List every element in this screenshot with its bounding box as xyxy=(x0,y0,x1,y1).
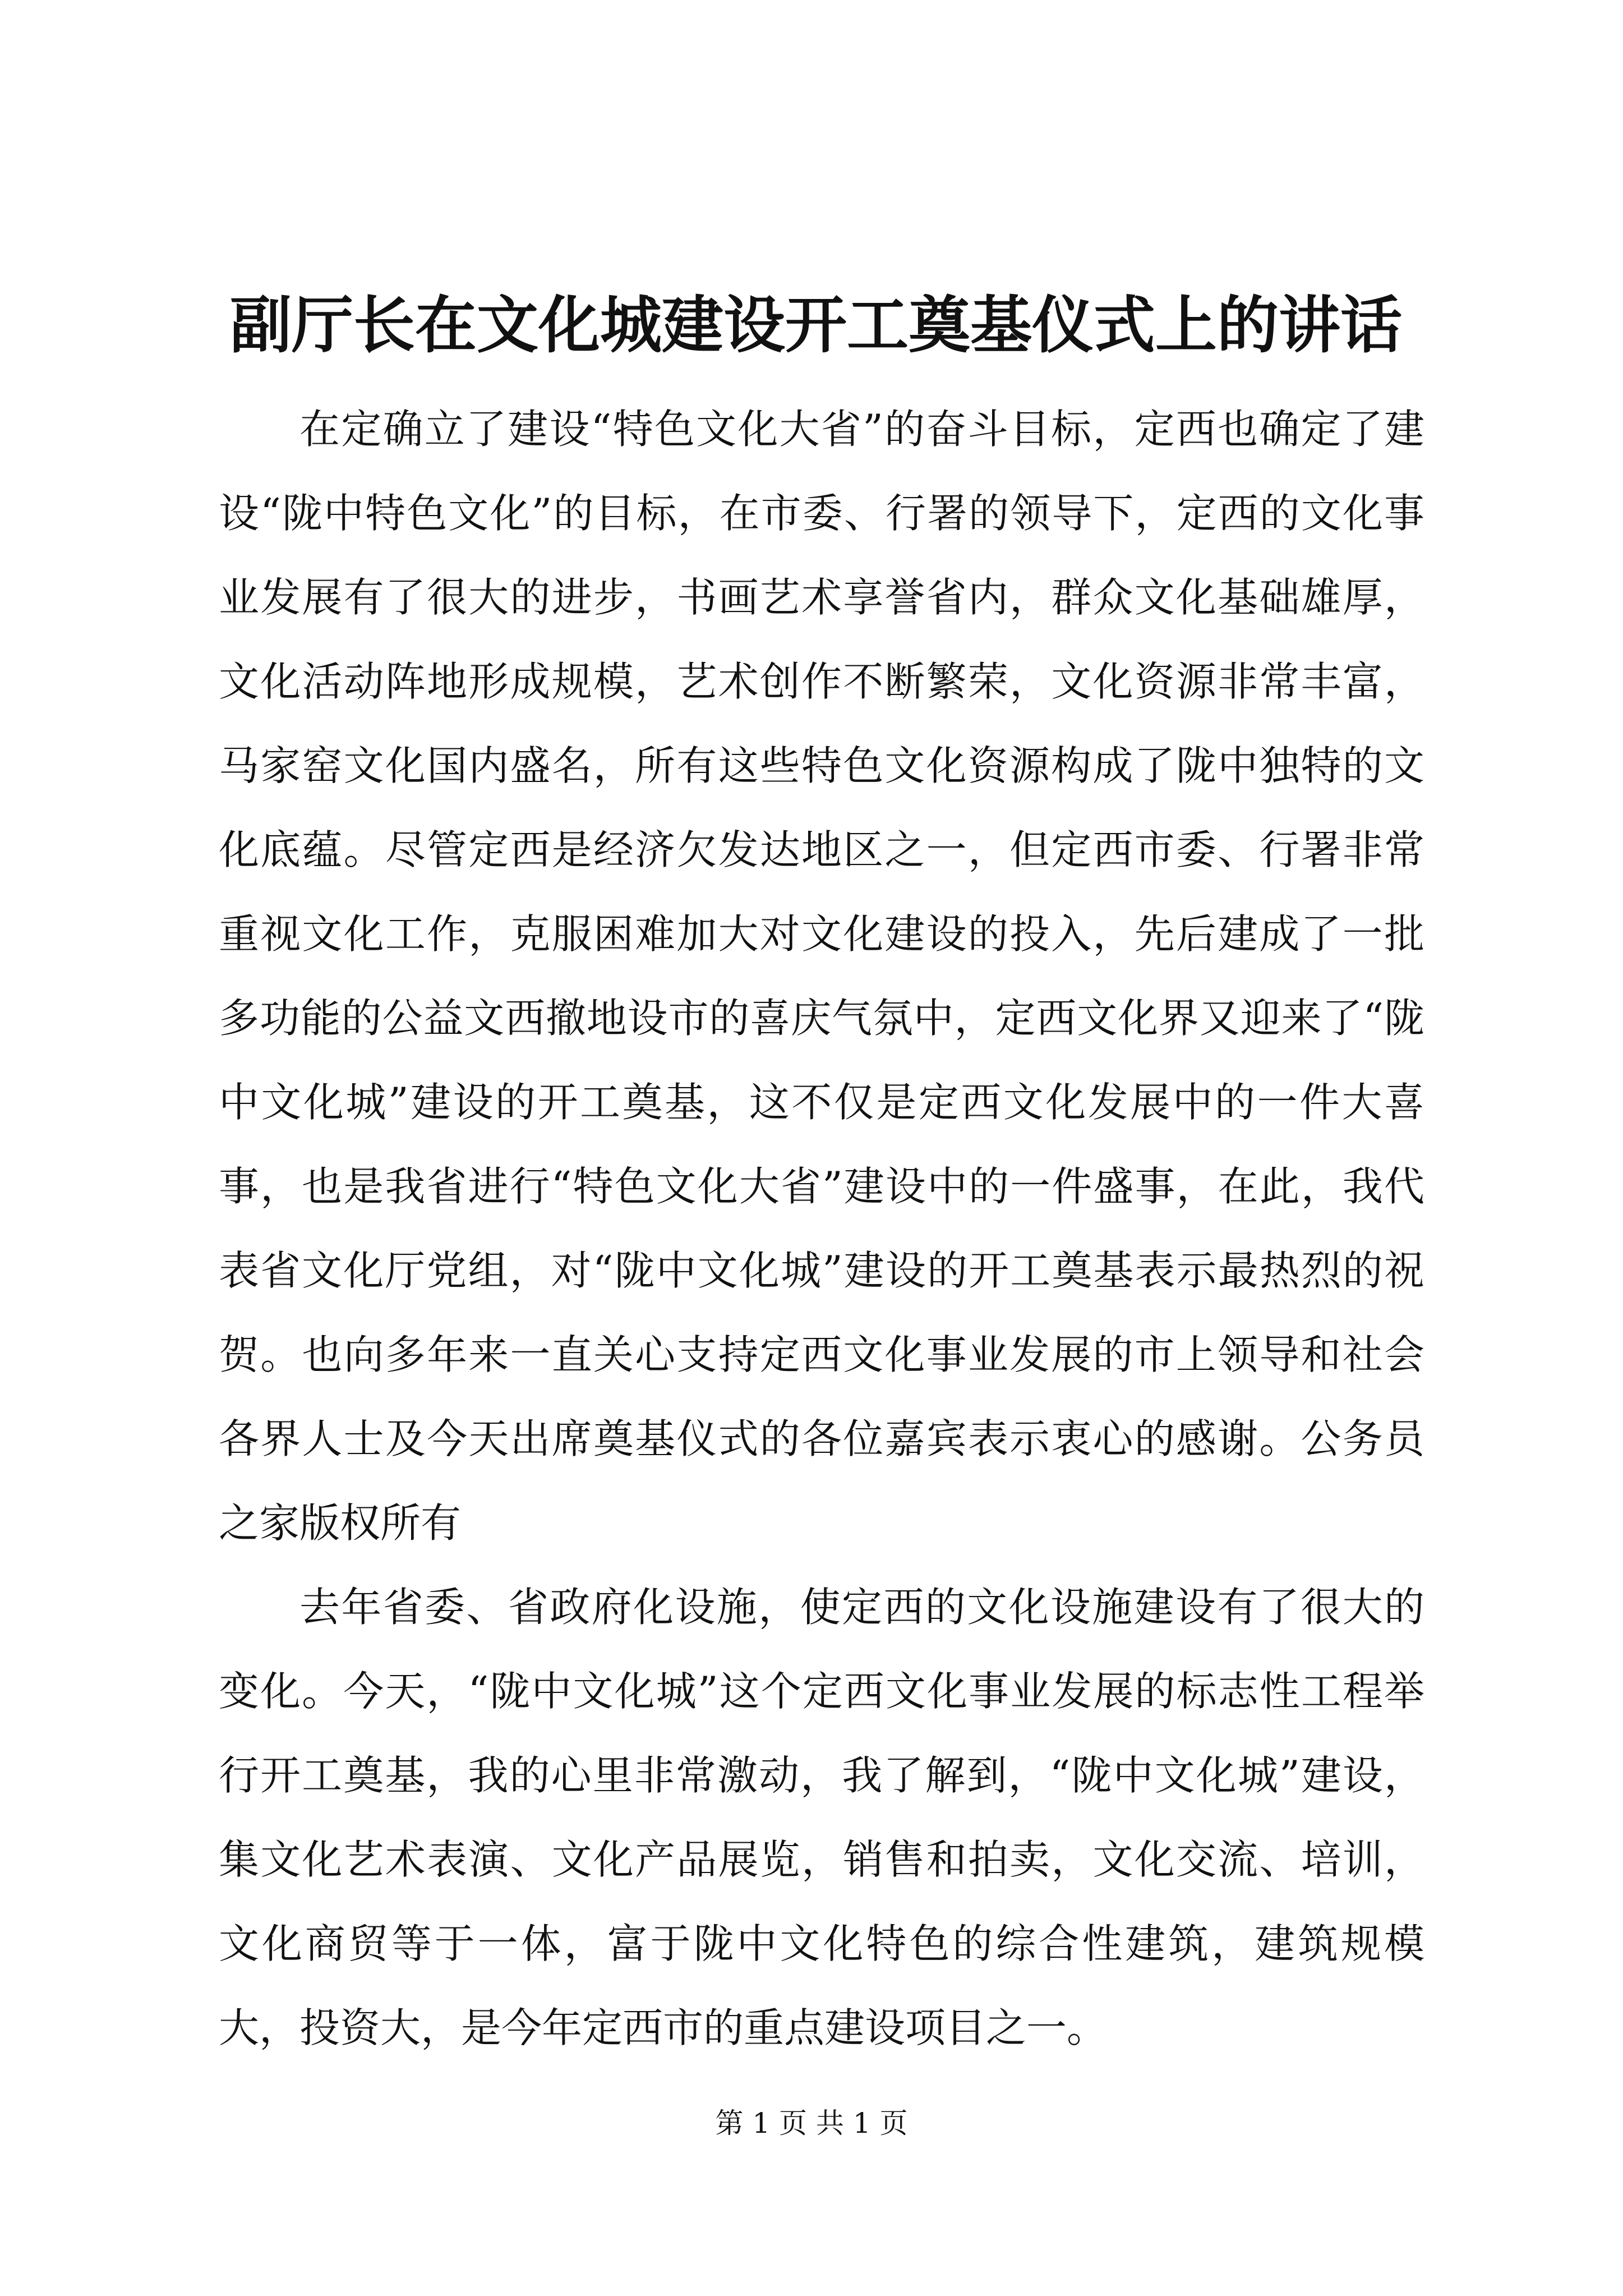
paragraph-2: 去年省委、省政府化设施，使定西的文化设施建设有了很大的变化。今天，“陇中文化城”这个定西文化事业发展的标志性工程举行开工奠基，我的心里非常激动，我了解到，“陇中文化城”建设，集文化艺术表演、文化产品展览，销售和拍卖，文化交流、培训，文化商贸等于一体，富于陇中文化特色的综合性建筑，建筑规模大，投资大，是今年定西市的重点建设项目之一。 xyxy=(219,1584,1424,2051)
document-body xyxy=(219,387,1424,2070)
document-title: 副厅长在文化城建设开工奠基仪式上的讲话 xyxy=(230,289,1402,361)
paragraph-1: 在定确立了建设“特色文化大省”的奋斗目标，定西也确定了建设“陇中特色文化”的目标，在市委、行署的领导下，定西的文化事业发展有了很大的进步，书画艺术享誉省内，群众文化基础雄厚，文化活动阵地形成规模，艺术创作不断繁荣，文化资源非常丰富，马家窑文化国内盛名，所有这些特色文化资源构成了陇中独特的文化底蕴。尽管定西是经济欠发达地区之一，但定西市委、行署非常重视文化工作，克服困难加大对文化建设的投入，先后建成了一批多功能的公益文西撤地设市的喜庆气氛中，定西文化界又迎来了“陇中文化城”建设的开工奠基，这不仅是定西文化发展中的一件大喜事，也是我省进行“特色文化大省”建设中的一件盛事，在此，我代表省文化厅党组，对“陇中文化城”建设的开工奠基表示最热烈的祝贺。也向多年来一直关心支持定西文化事业发展的市上领导和社会各界人士及今天出席奠基仪式的各位嘉宾表示衷心的感谢。公务员之家版权所有 xyxy=(219,406,1424,1547)
page-footer: 第 1 页 共 1 页 xyxy=(715,2107,908,2139)
